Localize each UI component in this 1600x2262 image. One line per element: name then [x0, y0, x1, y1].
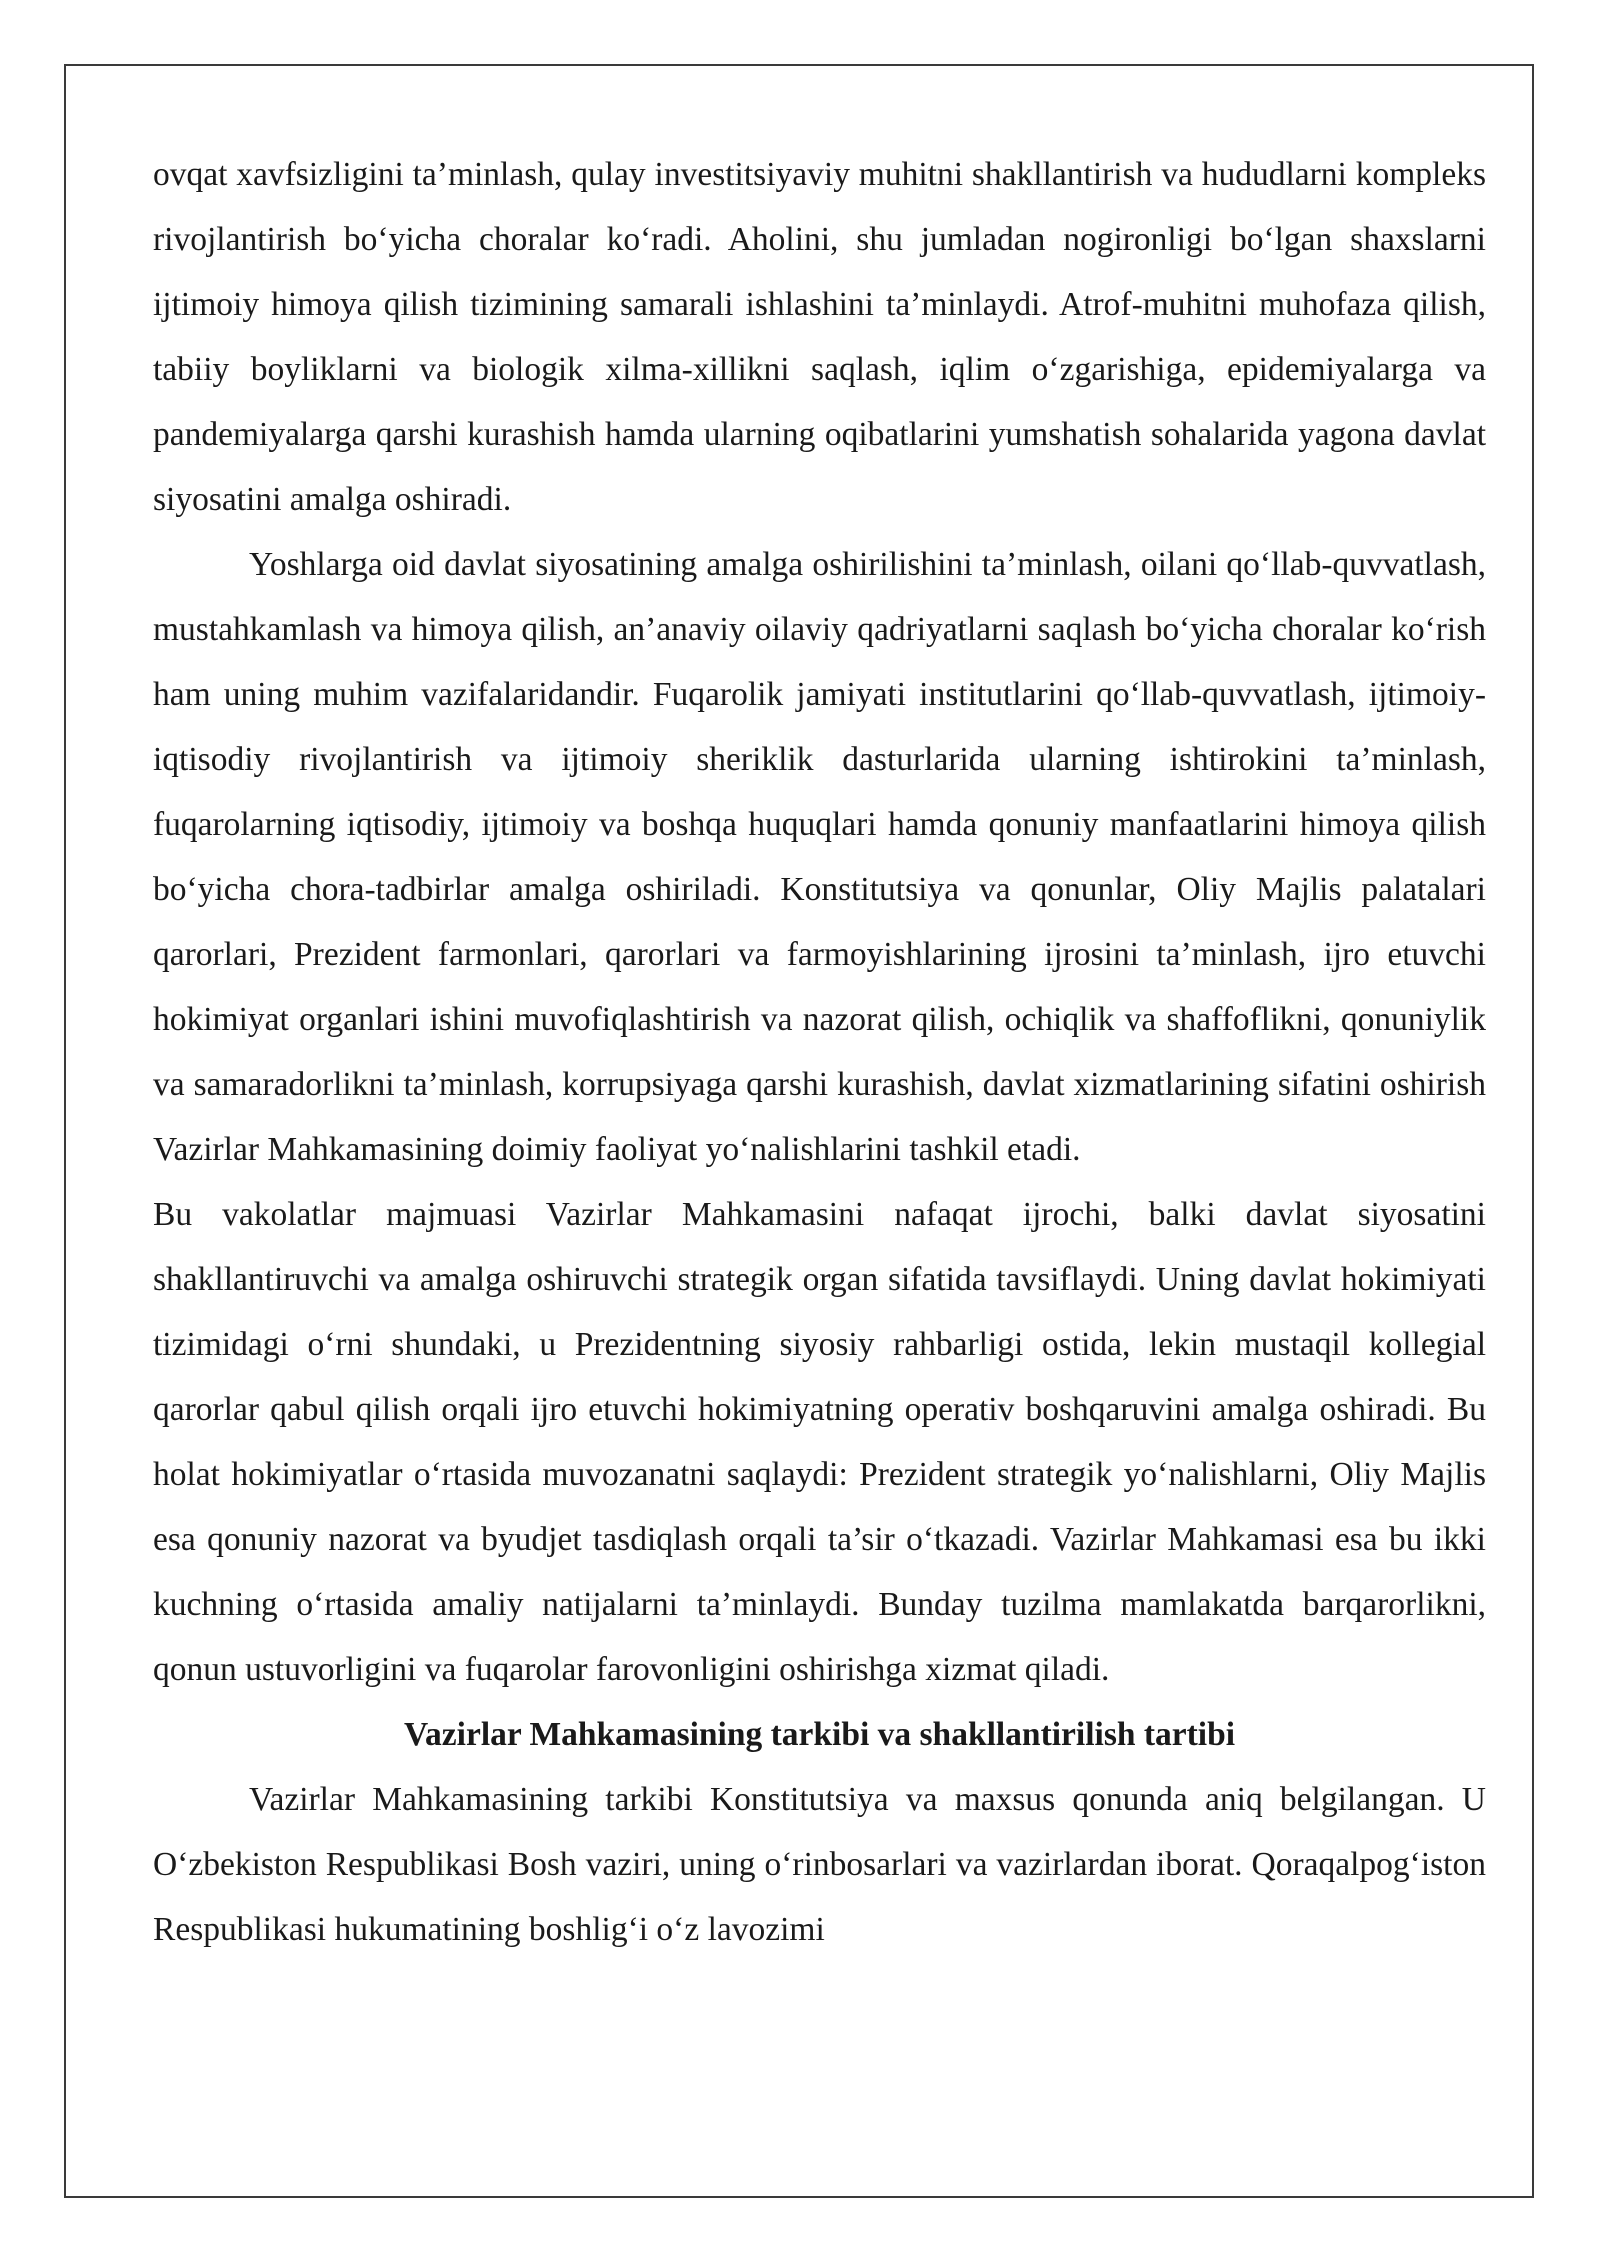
- section-heading: Vazirlar Mahkamasining tarkibi va shakllantirilish tartibi: [403, 1716, 1236, 1753]
- paragraph-2: Yoshlarga oid davlat siyosatining amalga oshirilishini ta’minlash, oilani qo‘llab-quvvatlash, mustahkamlash va himoya qilish, an’anaviy oilaviy qadriyatlarni saqlash bo‘yicha choralar ko‘rish ham uning muhim vazifalaridandir. Fuqarolik jamiyati institutlarini qo‘llab-quvvatlash, ijtimoiy-iqtisodiy rivojlantirish va ijtimoiy sheriklik dasturlarida ularning ishtirokini ta’minlash, fuqarolarning iqtisodiy, ijtimoiy va boshqa huquqlari hamda qonuniy manfaatlarini himoya qilish bo‘yicha chora-tadbirlar amalga oshiriladi. Konstitutsiya va qonunlar, Oliy Majlis palatalari qarorlari, Prezident farmonlari, qarorlari va farmoyishlarining ijrosini ta’minlash, ijro etuvchi hokimiyat organlari ishini muvofiqlashtirish va nazorat qilish, ochiqlik va shaffoflikni, qonuniylik va samaradorlikni ta’minlash, korrupsiyaga qarshi kurashish, davlat xizmatlarining sifatini oshirish Vazirlar Mahkamasining doimiy faoliyat yo‘nalishlarini tashkil etadi.: [153, 546, 1486, 1168]
- document-body: [153, 142, 1486, 1962]
- paragraph-3: Bu vakolatlar majmuasi Vazirlar Mahkamasini nafaqat ijrochi, balki davlat siyosatini shakllantiruvchi va amalga oshiruvchi strategik organ sifatida tavsiflaydi. Uning davlat hokimiyati tizimidagi o‘rni shundaki, u Prezidentning siyosiy rahbarligi ostida, lekin mustaqil kollegial qarorlar qabul qilish orqali ijro etuvchi hokimiyatning operativ boshqaruvini amalga oshiradi. Bu holat hokimiyatlar o‘rtasida muvozanatni saqlaydi: Prezident strategik yo‘nalishlarni, Oliy Majlis esa qonuniy nazorat va byudjet tasdiqlash orqali ta’sir o‘tkazadi. Vazirlar Mahkamasi esa bu ikki kuchning o‘rtasida amaliy natijalarni ta’minlaydi. Bunday tuzilma mamlakatda barqarorlikni, qonun ustuvorligini va fuqarolar farovonligini oshirishga xizmat qiladi.: [153, 1196, 1486, 1688]
- paragraph-4: Vazirlar Mahkamasining tarkibi Konstitutsiya va maxsus qonunda aniq belgilangan. U O‘zbekiston Respublikasi Bosh vaziri, uning o‘rinbosarlari va vazirlardan iborat. Qoraqalpog‘iston Respublikasi hukumatining boshlig‘i o‘z lavozimi: [153, 1781, 1486, 1948]
- paragraph-1: ovqat xavfsizligini ta’minlash, qulay investitsiyaviy muhitni shakllantirish va hududlarni kompleks rivojlantirish bo‘yicha choralar ko‘radi. Aholini, shu jumladan nogironligi bo‘lgan shaxslarni ijtimoiy himoya qilish tizimining samarali ishlashini ta’minlaydi. Atrof-muhitni muhofaza qilish, tabiiy boyliklarni va biologik xilma-xillikni saqlash, iqlim o‘zgarishiga, epidemiyalarga va pandemiyalarga qarshi kurashish hamda ularning oqibatlarini yumshatish sohalarida yagona davlat siyosatini amalga oshiradi.: [153, 156, 1486, 518]
